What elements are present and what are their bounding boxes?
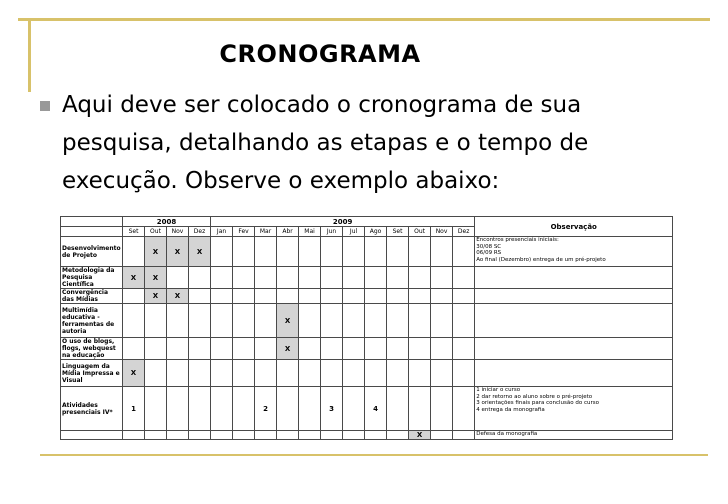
- schedule-cell: [211, 338, 233, 360]
- schedule-cell: [343, 431, 365, 440]
- schedule-cell: [167, 360, 189, 387]
- schedule-cell: [233, 387, 255, 431]
- observation-line: 3 orientações finais para conclusão do curso: [476, 400, 599, 406]
- schedule-cell: [365, 360, 387, 387]
- schedule-cell: [145, 338, 167, 360]
- schedule-cell: [409, 237, 431, 267]
- schedule-cell: [255, 431, 277, 440]
- schedule-cell: [299, 387, 321, 431]
- schedule-cell: [211, 387, 233, 431]
- schedule-cell: [233, 237, 255, 267]
- schedule-cell: [343, 267, 365, 289]
- schedule-cell: [233, 267, 255, 289]
- schedule-cell: X: [145, 237, 167, 267]
- observation-line: 4 entrega da monografia: [476, 406, 545, 413]
- schedule-cell: [277, 237, 299, 267]
- bottom-rule: [40, 454, 708, 456]
- slide-body-text: Aqui deve ser colocado o cronograma de sua pesquisa, detalhando as etapas e o tempo de execução. Observe o exemplo abaixo:: [62, 92, 589, 194]
- month-header-2: Nov: [167, 227, 189, 237]
- table-row: [61, 338, 673, 360]
- schedule-cell: [189, 431, 211, 440]
- table-row: [61, 431, 673, 440]
- schedule-cell: [409, 338, 431, 360]
- schedule-cell: [189, 387, 211, 431]
- schedule-cell: [299, 267, 321, 289]
- year-2009-header: 2009: [211, 217, 475, 227]
- schedule-cell: [343, 304, 365, 338]
- schedule-cell: [321, 360, 343, 387]
- schedule-cell: [211, 289, 233, 304]
- observation-line: Encontros presenciais iniciais:: [476, 237, 559, 243]
- schedule-cell: [233, 360, 255, 387]
- year-2008-header: 2008: [123, 217, 211, 227]
- schedule-cell: [123, 304, 145, 338]
- schedule-cell: [167, 304, 189, 338]
- schedule-cell: [255, 338, 277, 360]
- schedule-cell: [321, 338, 343, 360]
- schedule-cell: [343, 387, 365, 431]
- schedule-cell: [167, 338, 189, 360]
- month-header-15: Dez: [453, 227, 475, 237]
- schedule-cell: [453, 267, 475, 289]
- schedule-cell: [233, 431, 255, 440]
- schedule-cell: [277, 360, 299, 387]
- month-header-5: Fev: [233, 227, 255, 237]
- schedule-cell: [145, 387, 167, 431]
- task-column-header-blank: [61, 227, 123, 237]
- schedule-cell: [167, 387, 189, 431]
- month-header-0: Set: [123, 227, 145, 237]
- schedule-cell: [365, 267, 387, 289]
- schedule-cell: 2: [255, 387, 277, 431]
- schedule-cell: [409, 360, 431, 387]
- schedule-cell: [343, 237, 365, 267]
- observation-cell: [475, 387, 673, 431]
- schedule-cell: [321, 267, 343, 289]
- schedule-cell: [277, 289, 299, 304]
- schedule-cell: [387, 360, 409, 387]
- schedule-cell: [299, 304, 321, 338]
- schedule-cell: [189, 304, 211, 338]
- observation-line: Defesa da monografia: [476, 431, 538, 437]
- table-row: [61, 267, 673, 289]
- bullet-square-icon: [40, 101, 50, 111]
- schedule-cell: X: [277, 338, 299, 360]
- month-header-11: Ago: [365, 227, 387, 237]
- schedule-cell: 3: [321, 387, 343, 431]
- schedule-cell: 4: [365, 387, 387, 431]
- schedule-cell: [387, 387, 409, 431]
- schedule-cell: [277, 387, 299, 431]
- task-name-cell: Metodologia da Pesquisa Científica: [61, 267, 123, 289]
- observation-cell: [475, 360, 673, 387]
- schedule-cell: [321, 431, 343, 440]
- top-rule: [18, 18, 710, 21]
- schedule-cell: [123, 431, 145, 440]
- schedule-cell: [343, 360, 365, 387]
- task-name-cell: Linguagem da Mídia Impressa e Visual: [61, 360, 123, 387]
- observation-cell: [475, 431, 673, 440]
- observation-cell: [475, 289, 673, 304]
- month-header-6: Mar: [255, 227, 277, 237]
- task-name-cell: Convergência das Mídias: [61, 289, 123, 304]
- schedule-cell: [365, 304, 387, 338]
- schedule-cell: [211, 360, 233, 387]
- schedule-cell: 1: [123, 387, 145, 431]
- schedule-cell: X: [145, 267, 167, 289]
- schedule-body: [61, 237, 673, 440]
- schedule-cell: [365, 431, 387, 440]
- schedule-cell: [431, 304, 453, 338]
- table-row: [61, 289, 673, 304]
- schedule-cell: X: [123, 267, 145, 289]
- schedule-cell: [167, 431, 189, 440]
- schedule-cell: [453, 360, 475, 387]
- observation-cell: [475, 338, 673, 360]
- schedule-cell: [431, 338, 453, 360]
- schedule-cell: [123, 338, 145, 360]
- schedule-cell: [233, 289, 255, 304]
- observation-line: 30/08 SC: [476, 243, 502, 250]
- month-header-3: Dez: [189, 227, 211, 237]
- task-name-cell: O uso de blogs, flogs, webquest na educação: [61, 338, 123, 360]
- month-header-8: Mai: [299, 227, 321, 237]
- task-column-header: [61, 217, 123, 227]
- schedule-cell: [387, 267, 409, 289]
- schedule-cell: [255, 304, 277, 338]
- slide-title: CRONOGRAMA: [219, 40, 421, 68]
- schedule-cell: [167, 267, 189, 289]
- schedule-cell: [343, 289, 365, 304]
- task-name-cell: Multimídia educativa - ferramentas de autoria: [61, 304, 123, 338]
- schedule-cell: [387, 289, 409, 304]
- schedule-cell: [409, 267, 431, 289]
- schedule-cell: [233, 304, 255, 338]
- schedule-cell: [255, 360, 277, 387]
- observation-cell: [475, 304, 673, 338]
- schedule-cell: [255, 237, 277, 267]
- schedule-cell: [211, 267, 233, 289]
- month-header-4: Jan: [211, 227, 233, 237]
- observation-cell: [475, 237, 673, 267]
- schedule-cell: [387, 304, 409, 338]
- schedule-cell: [211, 304, 233, 338]
- schedule-cell: [145, 304, 167, 338]
- schedule-cell: [145, 360, 167, 387]
- schedule-cell: [299, 338, 321, 360]
- schedule-cell: [387, 237, 409, 267]
- schedule-cell: [409, 387, 431, 431]
- schedule-cell: X: [123, 360, 145, 387]
- year-header-row: [61, 217, 673, 227]
- schedule-cell: [211, 431, 233, 440]
- schedule-cell: [453, 387, 475, 431]
- schedule-cell: X: [167, 237, 189, 267]
- schedule-cell: [277, 431, 299, 440]
- schedule-cell: [189, 289, 211, 304]
- schedule-cell: [255, 289, 277, 304]
- schedule-cell: [409, 304, 431, 338]
- schedule-cell: [211, 237, 233, 267]
- schedule-cell: [145, 431, 167, 440]
- schedule-cell: [453, 304, 475, 338]
- schedule-cell: [321, 237, 343, 267]
- task-name-cell: Desenvolvimento de Projeto: [61, 237, 123, 267]
- task-name-cell: [61, 431, 123, 440]
- schedule-cell: [365, 237, 387, 267]
- observation-cell: [475, 267, 673, 289]
- observation-line: 06/09 RS: [476, 250, 502, 256]
- schedule-cell: X: [189, 237, 211, 267]
- schedule-cell: [453, 289, 475, 304]
- observation-line: Ao final (Dezembro) entrega de um pré-projeto: [476, 256, 606, 263]
- schedule-cell: X: [409, 431, 431, 440]
- schedule-cell: [409, 289, 431, 304]
- table-row: [61, 304, 673, 338]
- observation-line: 1 iniciar o curso: [476, 387, 521, 393]
- schedule-cell: [299, 431, 321, 440]
- schedule-cell: [299, 237, 321, 267]
- schedule-cell: [277, 267, 299, 289]
- schedule-cell: [233, 338, 255, 360]
- schedule-cell: [123, 237, 145, 267]
- schedule-cell: [431, 360, 453, 387]
- schedule-cell: [431, 267, 453, 289]
- schedule-cell: X: [277, 304, 299, 338]
- observation-line: 2 dar retorno ao aluno sobre o pré-projeto: [476, 393, 593, 400]
- schedule-cell: [365, 289, 387, 304]
- observacao-header: Observação: [475, 217, 673, 237]
- schedule-table: [60, 216, 673, 440]
- schedule-cell: [255, 267, 277, 289]
- schedule-cell: [343, 338, 365, 360]
- schedule-cell: [453, 338, 475, 360]
- task-name-cell: Atividades presenciais IV*: [61, 387, 123, 431]
- schedule-cell: [431, 431, 453, 440]
- schedule-cell: X: [167, 289, 189, 304]
- schedule-cell: [365, 338, 387, 360]
- schedule-cell: [431, 387, 453, 431]
- schedule-cell: [189, 338, 211, 360]
- schedule-cell: [123, 289, 145, 304]
- schedule-cell: [431, 289, 453, 304]
- schedule-cell: [321, 304, 343, 338]
- schedule-cell: [453, 237, 475, 267]
- schedule-cell: [387, 431, 409, 440]
- month-header-10: Jul: [343, 227, 365, 237]
- table-row: [61, 387, 673, 431]
- month-header-9: Jun: [321, 227, 343, 237]
- month-header-12: Set: [387, 227, 409, 237]
- table-row: [61, 360, 673, 387]
- month-header-7: Abr: [277, 227, 299, 237]
- schedule-cell: [189, 360, 211, 387]
- schedule-cell: [321, 289, 343, 304]
- schedule-cell: [453, 431, 475, 440]
- schedule-cell: [299, 360, 321, 387]
- month-header-14: Nov: [431, 227, 453, 237]
- schedule-cell: [387, 338, 409, 360]
- month-header-13: Out: [409, 227, 431, 237]
- schedule-cell: X: [145, 289, 167, 304]
- schedule-cell: [431, 237, 453, 267]
- month-header-1: Out: [145, 227, 167, 237]
- schedule-cell: [299, 289, 321, 304]
- table-row: [61, 237, 673, 267]
- schedule-cell: [189, 267, 211, 289]
